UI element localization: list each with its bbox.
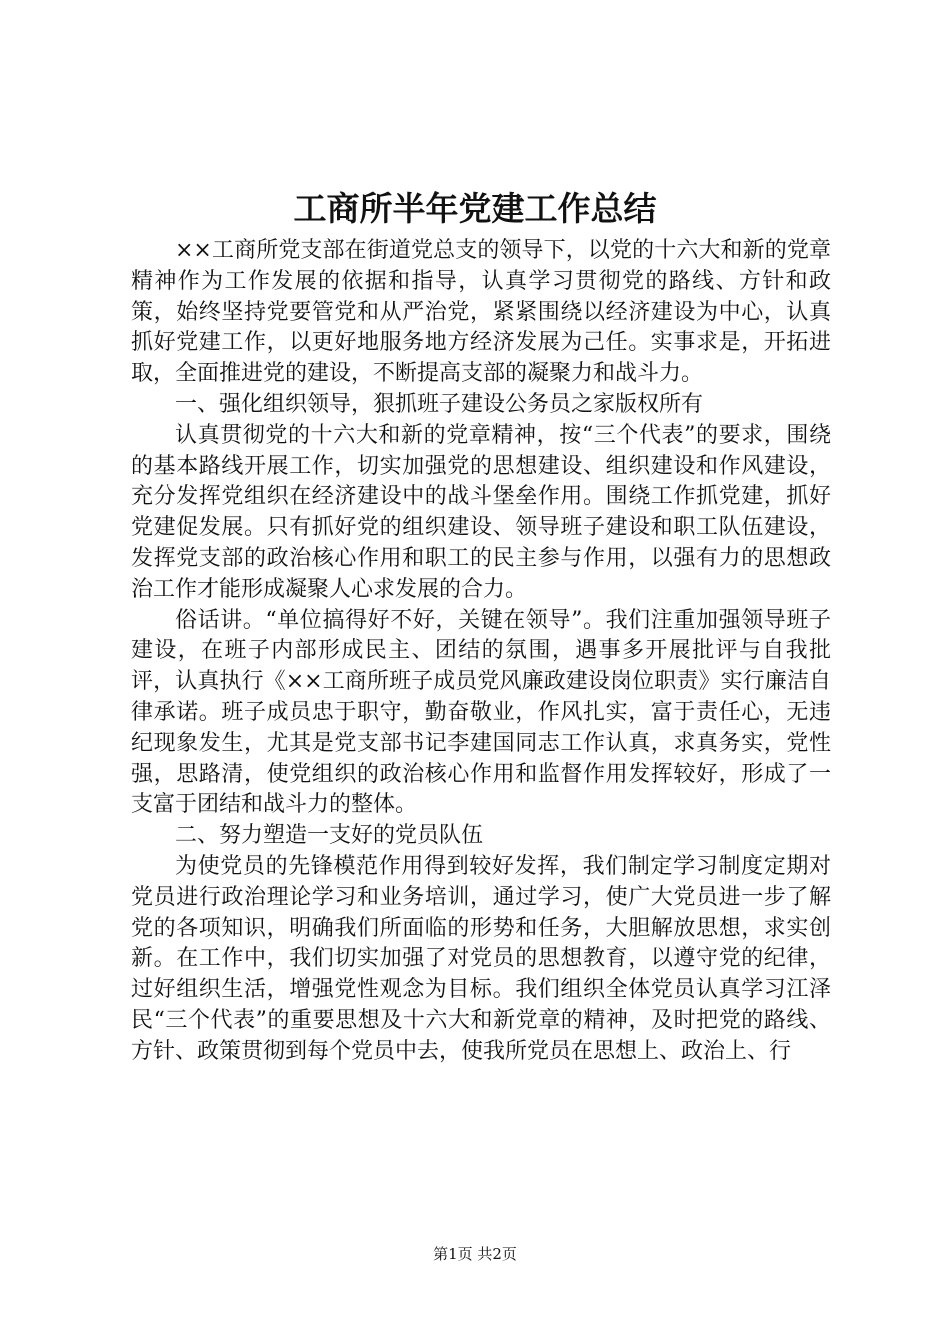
paragraph: 为使党员的先锋模范作用得到较好发挥，我们制定学习制度定期对党员进行政治理论学习和业务培训，通过学习，使广大党员进一步了解党的各项知识，明确我们所面临的形势和任务，大胆解放思想，求实创新。在工作中，我们切实加强了对党员的思想教育，以遵守党的纪律，过好组织生活，增强党性观念为目标。我们组织全体党员认真学习江泽民“三个代表”的重要思想及十六大和新党章的精神，及时把党的路线、方针、政策贯彻到每个党员中去，使我所党员在思想上、政治上、行 bbox=[131, 853, 831, 1064]
section-heading-1: 一、强化组织领导，狠抓班子建设公务员之家版权所有 bbox=[175, 391, 704, 417]
document-title: 工商所半年党建工作总结 bbox=[293, 189, 657, 228]
section-heading-2: 二、努力塑造一支好的党员队伍 bbox=[175, 823, 484, 849]
paragraph: 俗话讲。“单位搞得好不好，关键在领导”。我们注重加强领导班子建设，在班子内部形成民主、团结的氛围，遇事多开展批评与自我批评，认真执行《××工商所班子成员党风廉政建设岗位职责》实行廉洁自律承诺。班子成员忠于职守，勤奋敬业，作风扎实，富于责任心，无违纪现象发生，尤其是党支部书记李建国同志工作认真，求真务实，党性强，思路清，使党组织的政治核心作用和监督作用发挥较好，形成了一支富于团结和战斗力的整体。 bbox=[131, 607, 831, 818]
document-body bbox=[131, 236, 831, 1068]
paragraph-intro: ××工商所党支部在街道党总支的领导下，以党的十六大和新的党章精神作为工作发展的依据和指导，认真学习贯彻党的路线、方针和政策，始终坚持党要管党和从严治党，紧紧围绕以经济建设为中心，认真抓好党建工作，以更好地服务地方经济发展为己任。实事求是，开拓进取，全面推进党的建设，不断提高支部的凝聚力和战斗力。 bbox=[131, 238, 831, 387]
page-footer: 第1页 共2页 bbox=[433, 1245, 517, 1263]
paragraph: 认真贯彻党的十六大和新的党章精神，按“三个代表”的要求，围绕的基本路线开展工作，切实加强党的思想建设、组织建设和作风建设，充分发挥党组织在经济建设中的战斗堡垒作用。围绕工作抓党建，抓好党建促发展。只有抓好党的组织建设、领导班子建设和职工队伍建设，发挥党支部的政治核心作用和职工的民主参与作用，以强有力的思想政治工作才能形成凝聚人心求发展的合力。 bbox=[131, 422, 831, 602]
